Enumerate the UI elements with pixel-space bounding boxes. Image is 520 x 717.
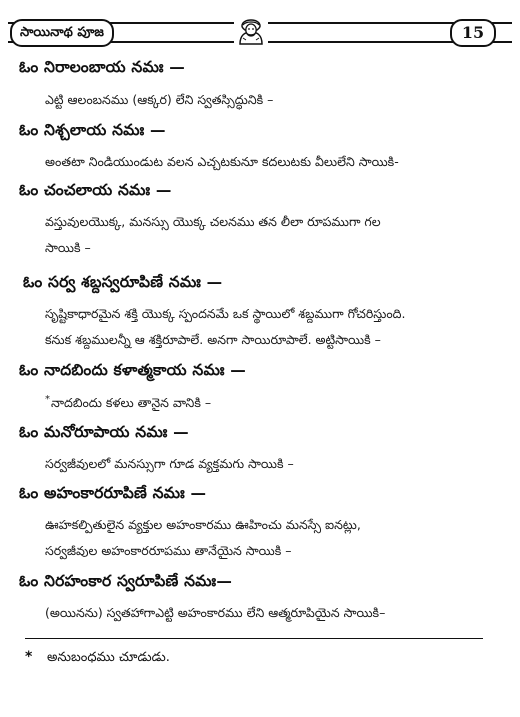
meaning-line: వస్తువులయొక్క, మనస్సు యొక్క చలనము తన లీలా రూపముగా గల (45, 214, 381, 229)
mantra-heading-chanchalaya: ఓం చంచలాయ నమః — (19, 181, 172, 199)
page-number: 15 (450, 19, 496, 47)
meaning-line: సృష్టికాధారమైన శక్తి యొక్క స్పందనమే ఒక స్థాయిలో శబ్దముగా గోచరిస్తుంది. (45, 306, 406, 321)
mantra-heading-nadabindu: ఓం నాదబిందు కళాత్మకాయ నమః — (19, 361, 246, 379)
mantra-heading-nischalaya: ఓం నిశ్చలాయ నమః — (19, 121, 166, 139)
footnote-marker: * (45, 394, 50, 405)
meaning-line: (అయినను) స్వతహాగాఎట్టి అహంకారము లేని ఆత్మరూపియైన సాయికి– (45, 605, 386, 620)
mantra-heading-sarva-shabda: ఓం సర్వ శబ్దస్వరూపిణే నమః — (23, 273, 223, 291)
sai-baba-portrait-icon (234, 14, 268, 46)
book-title: సాయినాథ పూజ (10, 19, 114, 47)
footnote-marker: * (25, 649, 33, 665)
mantra-heading-manorupaya: ఓం మనోరూపాయ నమః — (19, 423, 189, 441)
footnote-text: అనుబంధము చూడుడు. (47, 650, 170, 665)
meaning-text: నాదబిందు కళలు తానైన వానికి – (51, 395, 212, 411)
meaning-line: ఎట్టి ఆలంబనము (ఆక్కర) లేని స్వతస్సిద్ధునికి – (45, 92, 274, 107)
running-header (8, 20, 512, 46)
meaning-line: అంతటా నిండియుండుట వలన ఎచ్చటకునూ కదలుటకు వీలులేని సాయికి- (45, 154, 399, 169)
meaning-line: ఊహకల్పితులైన వ్యక్తుల అహంకారము ఊహించు మనస్సే ఐనట్లు, (45, 517, 361, 532)
mantra-heading-nirahankara: ఓం నిరహంకార స్వరూపిణే నమః— (19, 572, 233, 590)
meaning-line: సర్వజీవులలో మనస్సుగా గూడ వ్యక్తమగు సాయికి – (45, 456, 294, 471)
footnote-divider (25, 638, 483, 639)
meaning-line: సర్వజీవుల అహంకారరూపము తానేయైన సాయికి – (45, 543, 292, 558)
footnote (25, 649, 170, 668)
mantra-heading-ahankara: ఓం అహంకారరూపిణే నమః — (19, 484, 207, 502)
meaning-line: కనుక శబ్దములన్నీ ఆ శక్తిరూపాలే. అనగా సాయిరూపాలే. అట్టిసాయికి – (45, 332, 381, 347)
mantra-heading-niralambaya: ఓం నిరాలంబాయ నమః — (19, 58, 185, 76)
meaning-line: సాయికి – (45, 240, 91, 255)
meaning-line-with-note (45, 394, 211, 414)
